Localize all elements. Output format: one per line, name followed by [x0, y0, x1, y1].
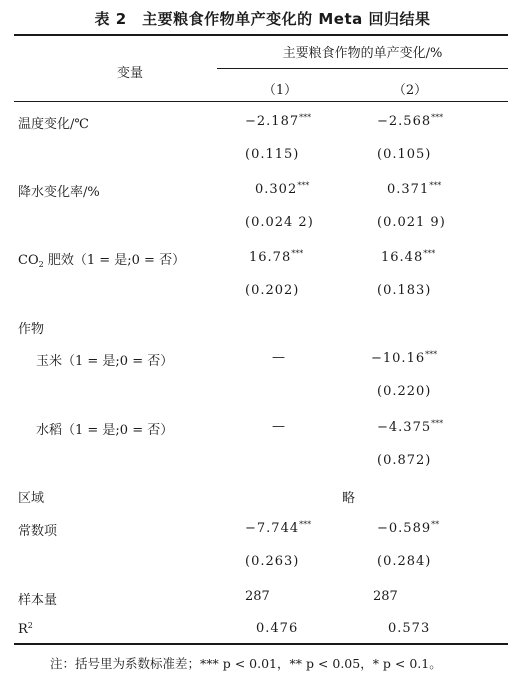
row-label: 样本量 [18, 593, 58, 608]
row-label: 水稻（1 = 是;0 = 否） [36, 423, 174, 438]
table-row [0, 453, 525, 477]
row-label: 常数项 [18, 524, 58, 539]
table-row [0, 487, 525, 511]
table-row [0, 589, 525, 613]
table-row [0, 384, 525, 408]
table-row [0, 181, 525, 205]
se-col-1: (0.263) [245, 554, 300, 569]
n-col-2: 287 [373, 589, 398, 604]
n-col-1: 287 [245, 589, 270, 604]
header-span-rule [217, 68, 508, 69]
table-row [0, 554, 525, 578]
table-title: 表 2 主要粮食作物单产变化的 Meta 回归结果 [94, 10, 431, 28]
se-col-2: (0.872) [377, 453, 432, 468]
se-col-2: (0.183) [377, 283, 432, 298]
header-col-1: （1） [262, 83, 298, 98]
coef-col-1: — [272, 419, 285, 434]
row-label: $CO_2$ 肥效（1 = 是;0 = 否） [18, 253, 186, 269]
row-label: $R^2$ [18, 621, 33, 637]
table-row [0, 350, 525, 374]
se-col-2: (0.021 9) [377, 215, 446, 230]
table-row [0, 113, 525, 137]
table-row [0, 249, 525, 273]
coef-col-1: 16.78*** [249, 249, 304, 265]
coef-col-2: 0.371*** [387, 181, 442, 197]
row-label: 降水变化率/% [18, 185, 100, 200]
row-label: 玉米（1 = 是;0 = 否） [36, 354, 174, 369]
coef-col-2: −0.589** [377, 520, 440, 536]
table-row [0, 520, 525, 544]
table-row [0, 283, 525, 307]
table-row [0, 621, 525, 645]
row-label: 温度变化/℃ [18, 117, 89, 132]
table-row [0, 147, 525, 171]
table-row [0, 419, 525, 443]
se-col-1: (0.115) [245, 147, 300, 162]
r2-col-2: 0.573 [388, 621, 431, 636]
top-rule [14, 34, 508, 36]
se-col-2: (0.284) [377, 554, 432, 569]
se-col-1: (0.202) [245, 283, 300, 298]
r2-col-1: 0.476 [256, 621, 299, 636]
row-label: 作物 [18, 322, 45, 337]
table-row [0, 215, 525, 239]
coef-col-1: — [272, 350, 285, 365]
table-row [0, 318, 525, 342]
coef-col-2: −2.568*** [377, 113, 444, 129]
se-col-2: (0.220) [377, 384, 432, 399]
bottom-rule [14, 643, 508, 645]
row-label: 区域 [18, 491, 45, 506]
se-col-1: (0.024 2) [245, 215, 314, 230]
coef-col-2: −10.16*** [371, 350, 438, 366]
se-col-2: (0.105) [377, 147, 432, 162]
coef-col-2: 16.48*** [381, 249, 436, 265]
merged-cell: 略 [342, 491, 356, 506]
coef-col-1: −2.187*** [245, 113, 312, 129]
coef-col-2: −4.375*** [377, 419, 444, 435]
header-yield-change: 主要粮食作物的单产变化/% [282, 46, 443, 61]
header-col-2: （2） [392, 83, 428, 98]
coef-col-1: 0.302*** [255, 181, 310, 197]
table-note: 注：括号里为系数标准差；*** p < 0.01，** p < 0.05，* p < 0.1。 [50, 656, 442, 671]
coef-col-1: −7.744*** [245, 520, 312, 536]
header-rule [14, 101, 508, 102]
header-variable: 变量 [116, 66, 143, 81]
